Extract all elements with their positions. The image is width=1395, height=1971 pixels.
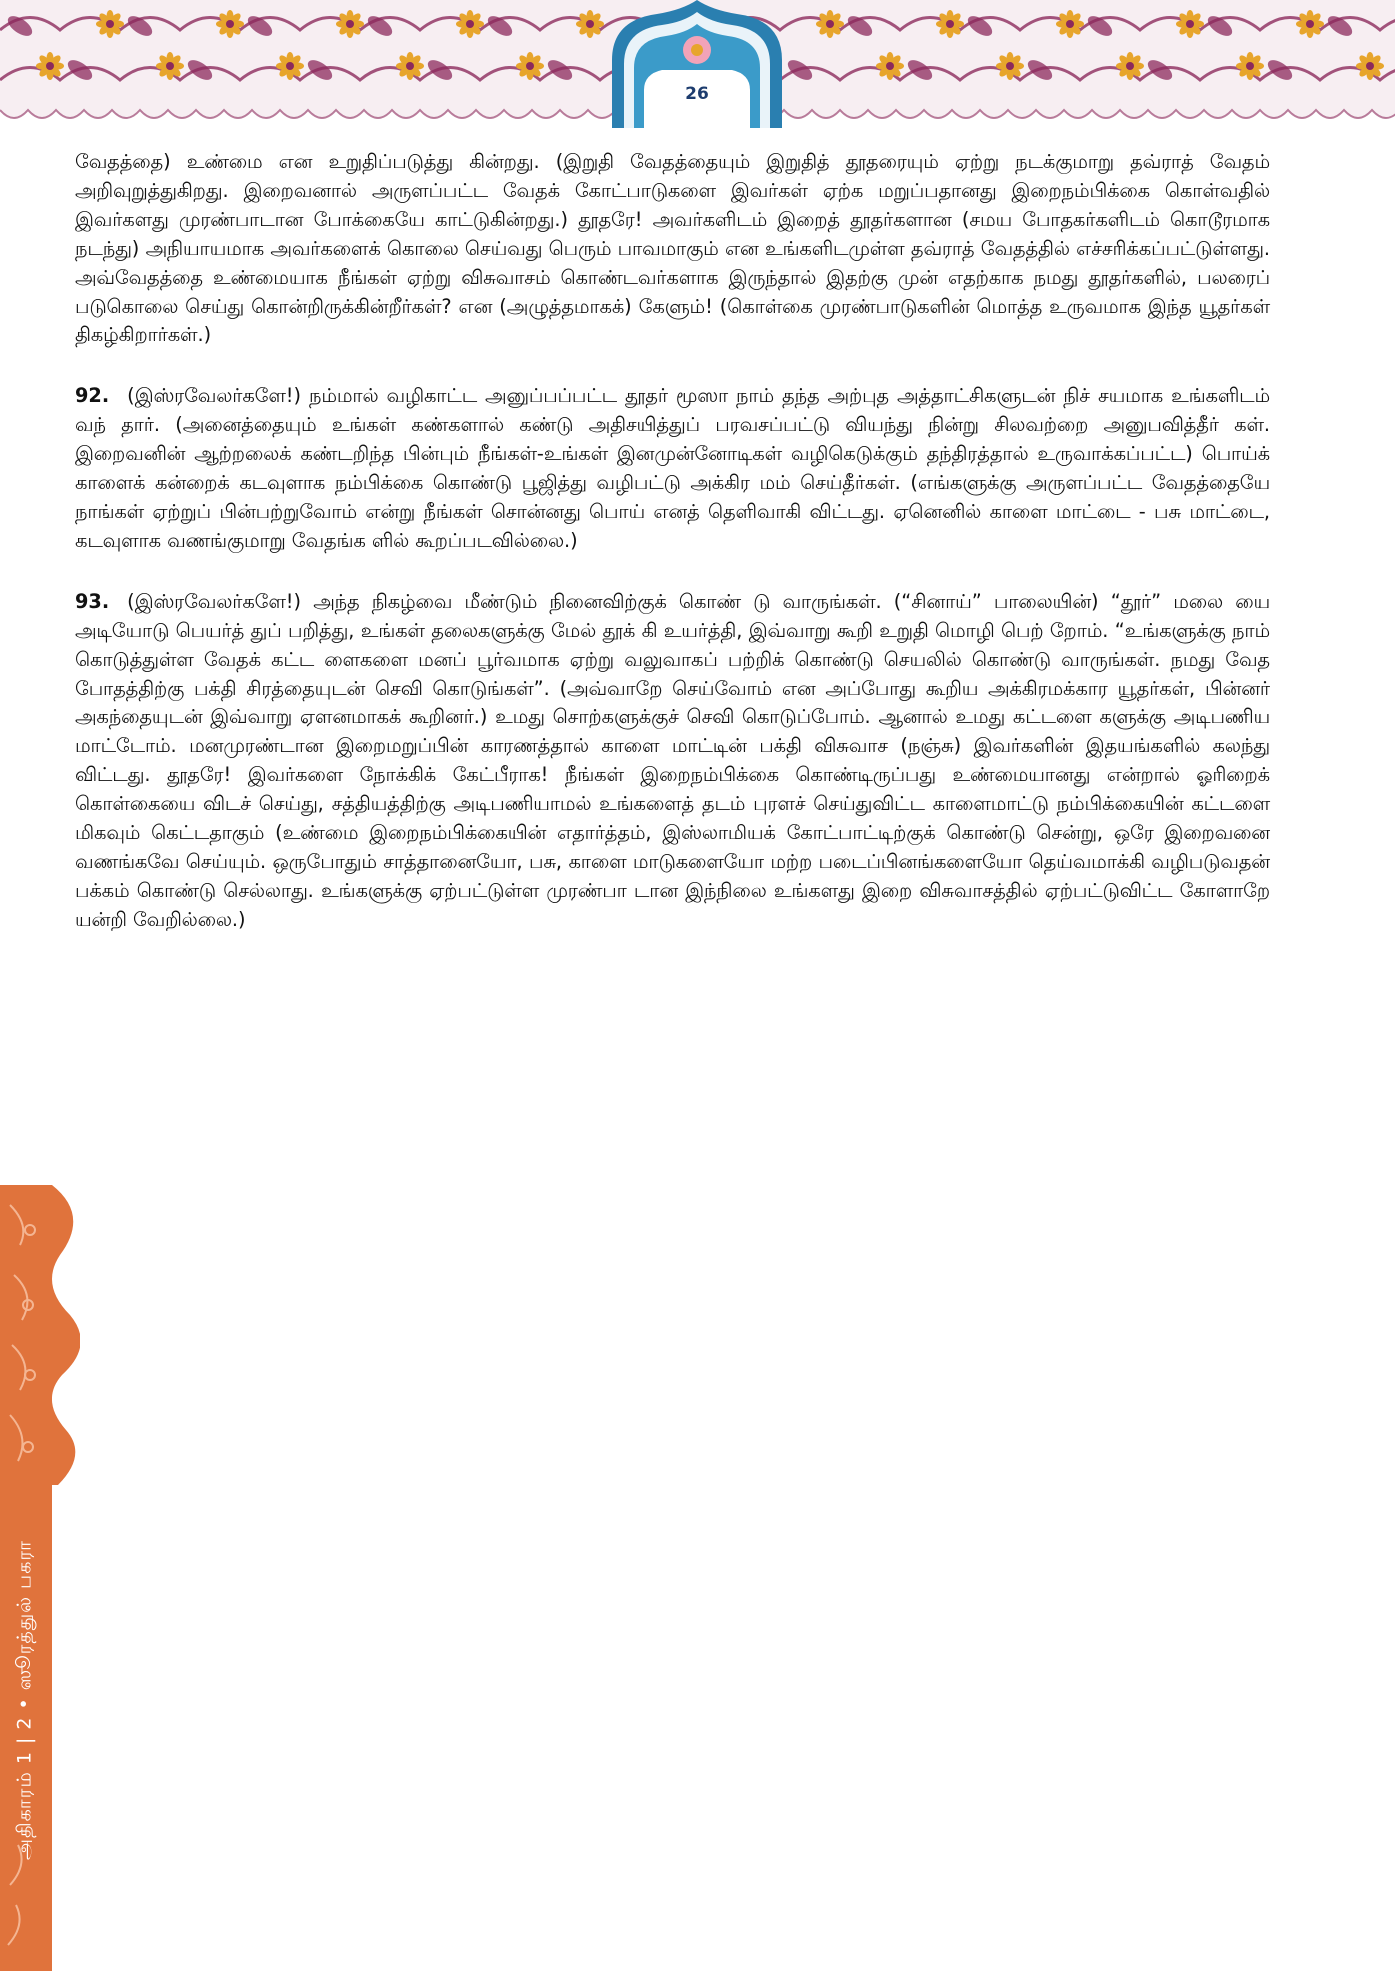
paragraph-intro: [75, 148, 1270, 350]
paragraph-text: (இஸ்ரவேலர்களே!) நம்மால் வழிகாட்ட அனுப்பப்பட்ட தூதர் மூஸா நாம் தந்த அற்புத அத்தாட்சிகளுடன் நிச் சயமாக உங்களிடம் வந் தார். (அனைத்தையும் உங்கள் கண்களால் கண்டு அதிசயித்துப் பரவசப்பட்டு வியந்து நின்று சிலவற்றை அனுபவித்தீர் கள். இறைவனின் ஆற்றலைக் கண்டறிந்த பின்பும் நீங்கள்-உங்கள் இனமுன்னோடிகள் வழிகெடுக்கும் தந்திரத்தால் உருவாக்கப்பட்ட) பொய்க் காளைக் கன்றைக் கடவுளாக நம்பிக்கை கொண்டு பூஜித்து வழிபட்டு அக்கிர மம் செய்தீர்கள். (எங்களுக்கு அருளப்பட்ட வேதத்தையே நாங்கள் ஏற்றுப் பின்பற்றுவோம் என்று நீங்கள் சொன்னது பொய் எனத் தெளிவாகி விட்டது. ஏனெனில் காளை மாட்டை - பசு மாட்டை, கடவுளாக வணங்குமாறு வேதங்க ளில் கூறப்படவில்லை.): [75, 384, 1270, 552]
floral-scroll-ornament: [0, 1185, 80, 1971]
paragraph-text: வேதத்தை) உண்மை என உறுதிப்படுத்து கின்றது. (இறுதி வேதத்தையும் இறுதித் தூதரையும் ஏற்று நடக்குமாறு தவ்ராத் வேதம் அறிவுறுத்துகிறது. இறைவனால் அருளப்பட்ட வேதக் கோட்பாடுகளை இவர்கள் ஏற்க மறுப்பதானது இறைநம்பிக்கை கொள்வதில் இவர்களது முரண்பாடான போக்கையே காட்டுகின்றது.) தூதரே! அவர்களிடம் இறைத் தூதர்களான (சமய போதகர்களிடம் கொடூரமாக நடந்து) அநியாயமாக அவர்களைக் கொலை செய்வது பெரும் பாவமாகும் என உங்களிடமுள்ள தவ்ராத் வேதத்தில் எச்சரிக்கப்பட்டுள்ளது. அவ்வேதத்தை உண்மையாக நீங்கள் ஏற்று விசுவாசம் கொண்டவர்களாக இருந்தால் இதற்கு முன் எதற்காக நமது தூதர்களில், பலரைப் படுகொலை செய்து கொன்றிருக்கின்றீர்கள்? என (அழுத்தமாகக்) கேளும்! (கொள்கை முரண்பாடுகளின் மொத்த உருவமாக இந்த யூதர்கள் திகழ்கிறார்கள்.): [75, 150, 1270, 347]
chapter-label: அதிகாரம் 1 | 2 • ஸூரத்துல் பகரா: [13, 1539, 36, 1861]
page-number: 26: [685, 84, 709, 104]
paragraph-verse-92: [75, 382, 1270, 555]
arched-medallion-icon: [602, 0, 792, 128]
verse-number: 93.: [75, 589, 110, 613]
verse-number: 92.: [75, 384, 110, 408]
main-content: [75, 148, 1270, 967]
paragraph-verse-93: [75, 588, 1270, 935]
paragraph-text: (இஸ்ரவேலர்களே!) அந்த நிகழ்வை மீண்டும் நினைவிற்குக் கொண் டு வாருங்கள். (“சினாய்” பாலையின்) “தூர்” மலை யை அடியோடு பெயர்த் துப் பறித்து, உங்கள் தலைகளுக்கு மேல் தூக் கி உயர்த்தி, இவ்வாறு கூறி உறுதி மொழி பெற் றோம். “உங்களுக்கு நாம் கொடுத்துள்ள வேதக் கட்ட ளைகளை மனப் பூர்வமாக ஏற்று வலுவாகப் பற்றிக் கொண்டு செயலில் கொண்டு வாருங்கள். நமது வேத போதத்திற்கு பக்தி சிரத்தையுடன் செவி கொடுங்கள்”. (அவ்வாறே செய்வோம் என அப்போது கூறிய அக்கிரமக்கார யூதர்கள், பின்னர் அகந்தையுடன் இவ்வாறு ஏளனமாகக் கூறினர்.) உமது சொற்களுக்குச் செவி கொடுப்போம். ஆனால் உமது கட்டளை களுக்கு அடிபணிய மாட்டோம். மனமுரண்டான இறைமறுப்பின் காரணத்தால் காளை மாட்டின் பக்தி விசுவாச (நஞ்சு) இவர்களின் இதயங்களில் கலந்து விட்டது. தூதரே! இவர்களை நோக்கிக் கேட்பீராக! நீங்கள் இறைநம்பிக்கை கொண்டிருப்பது உண்மையானது என்றால் ஓரிறைக் கொள்கையை விடச் செய்து, சத்தியத்திற்கு அடிபணியாமல் உங்களைத் தடம் புரளச் செய்துவிட்ட காளைமாட்டு நம்பிக்கையின் கட்டளை மிகவும் கெட்டதாகும் (உண்மை இறைநம்பிக்கையின் எதார்த்தம், இஸ்லாமியக் கோட்பாட்டிற்குக் கொண்டு சென்று, ஒரே இறைவனை வணங்கவே செய்யும். ஒருபோதும் சாத்தானையோ, பசு, காளை மாடுகளையோ மற்ற படைப்பினங்களையோ தெய்வமாக்கி வழிபடுவதன் பக்கம் கொண்டு செல்லாது. உங்களுக்கு ஏற்பட்டுள்ள முரண்பா டான இந்நிலை உங்களது இறை விசுவாசத்தில் ஏற்பட்டுவிட்ட கோளாறே யன்றி வேறில்லை.): [75, 589, 1270, 931]
